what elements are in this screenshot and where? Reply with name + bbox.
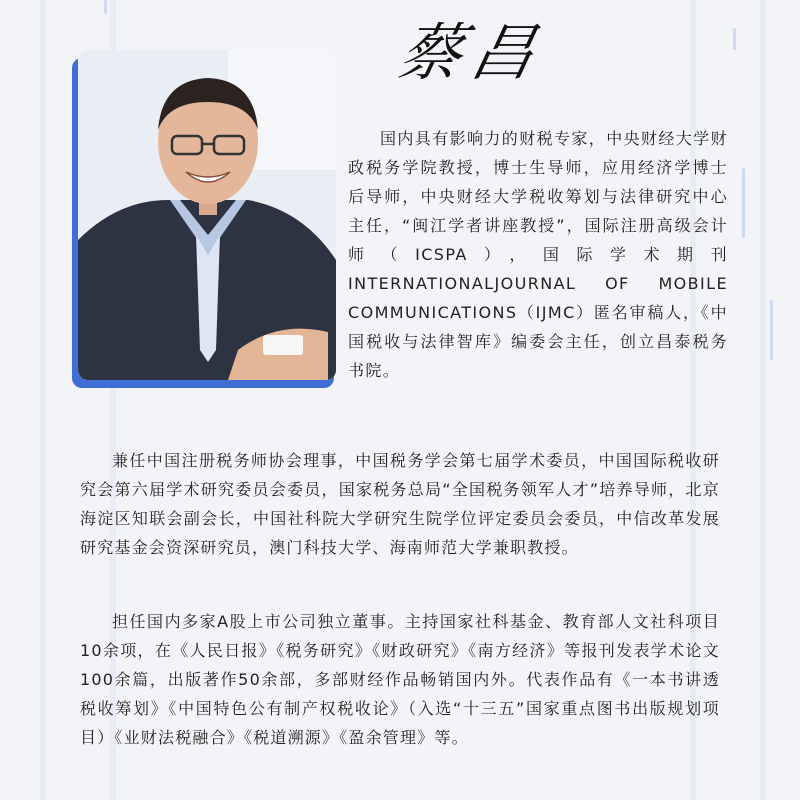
background-stripe: [760, 0, 766, 800]
bio-works-paragraph: 担任国内多家A股上市公司独立董事。主持国家社科基金、教育部人文社科项目10余项，在《人民日报》《税务研究》《财政研究》《南方经济》等报刊发表学术论文100余篇，出版著作50余部，多部财经作品畅销国内外。代表作品有《一本书讲透税收筹划》《中国特色公有制产权税收论》（入选“十三五”国家重点图书出版规划项目）《业财法税融合》《税道溯源》《盈余管理》等。: [80, 612, 720, 747]
bio-roles-paragraph: 兼任中国注册税务师协会理事，中国税务学会第七届学术委员，中国国际税收研究会第六届学术研究委员会委员，国家税务总局“全国税务领军人才”培养导师，北京海淀区知联会副会长，中国社科院大学研究生院学位评定委员会委员，中信改革发展研究基金会资深研究员，澳门科技大学、海南师范大学兼职教授。: [80, 451, 720, 557]
background-stripe: [40, 0, 46, 800]
decorative-accent-line: [733, 28, 736, 50]
portrait-photo: [78, 50, 336, 380]
decorative-accent-line: [742, 168, 745, 238]
bio-intro: 国内具有影响力的财税专家，中央财经大学财政税务学院教授，博士生导师，应用经济学博士后导师，中央财经大学税收筹划与法律研究中心主任，“闽江学者讲座教授”，国际注册高级会计师（ICSPA），国际学术期刊INTERNATIONALJOURNAL OF MOBILE COMMUNICATIONS（IJMC）匿名审稿人，《中国税收与法律智库》编委会主任，创立昌泰税务书院。: [348, 129, 729, 380]
signature: 蔡昌: [392, 16, 552, 89]
decorative-accent-line: [104, 0, 107, 14]
decorative-accent-line: [770, 300, 773, 360]
